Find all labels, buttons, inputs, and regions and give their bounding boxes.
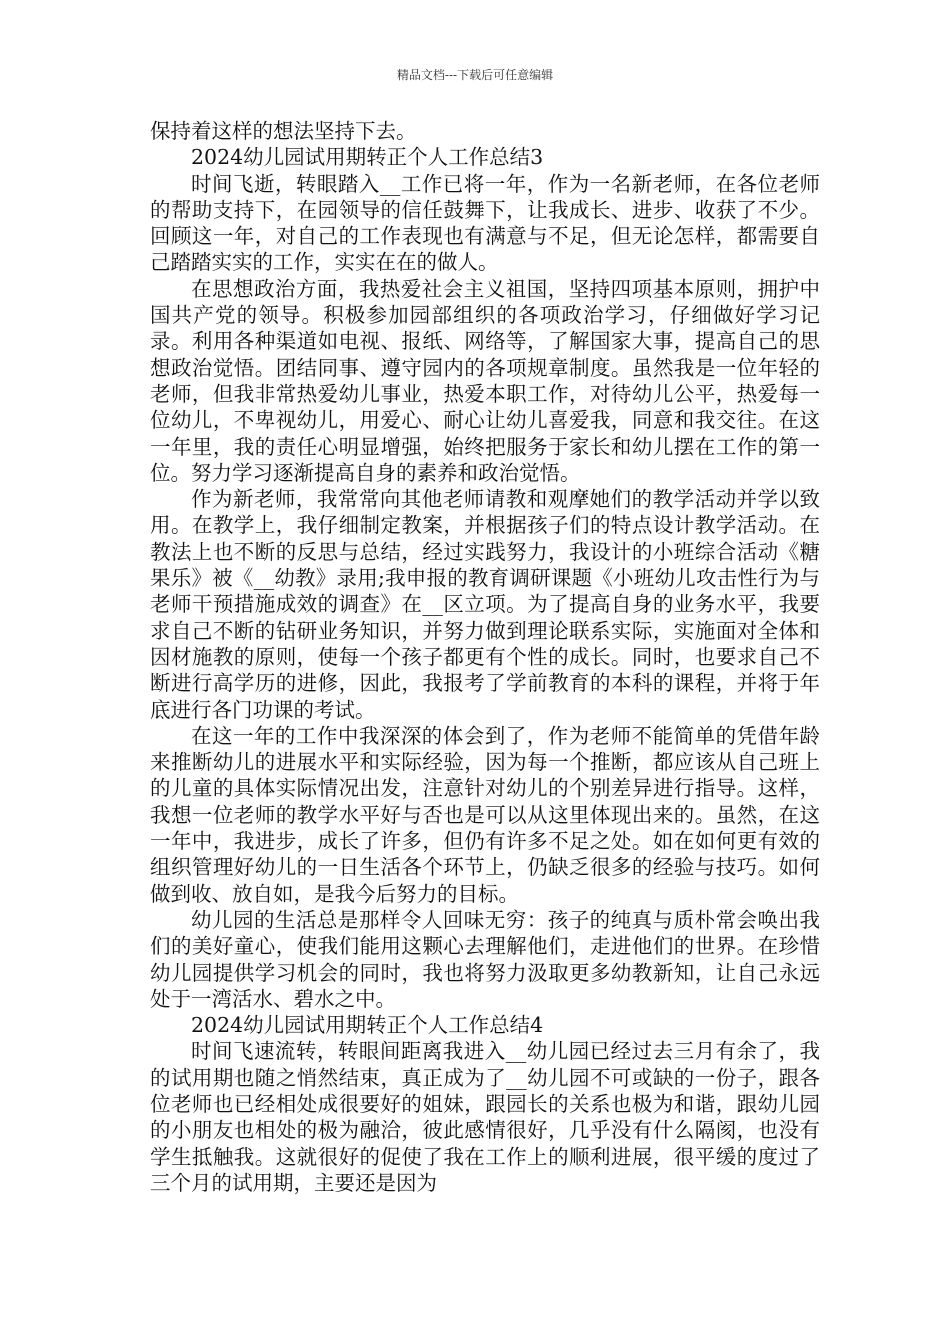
paragraph-1: 保持着这样的想法坚持下去。: [150, 119, 417, 143]
paragraph-3: 在思想政治方面，我热爱社会主义祖国，坚持四项基本原则，拥护中国共产党的领导。积极参加园部组织的各项政治学习，仔细做好学习记录。利用各种渠道如电视、报纸、网络等，了解国家大事，提高自己的思想政治觉悟。团结同事、遵守园内的各项规章制度。虽然我是一位年轻的老师，但我非常热爱幼儿事业，热爱本职工作，对待幼儿公平，热爱每一位幼儿，不卑视幼儿，用爱心、耐心让幼儿喜爱我，同意和我交往。在这一年里，我的责任心明显增强，始终把服务于家长和幼儿摆在工作的第一位。努力学习逐渐提高自身的素养和政治觉悟。: [150, 276, 820, 485]
paragraph-4: 作为新老师，我常常向其他老师请教和观摩她们的教学活动并学以致用。在教学上，我仔细制定教案，并根据孩子们的特点设计教学活动。在教法上也不断的反思与总结，经过实践努力，我设计的小班综合活动《糖果乐》被《__幼教》录用;我申报的教育调研课题《小班幼儿攻击性行为与老师干预措施成效的调查》在__区立项。为了提高自身的业务水平，我要求自己不断的钻研业务知识，并努力做到理论联系实际，实施面对全体和因材施教的原则，使每一个孩子都更有个性的成长。同时，也要求自己不断进行高学历的进修，因此，我报考了学前教育的本科的课程，并将于年底进行各门功课的考试。: [150, 487, 820, 722]
page-header: 精品文档---下载后可任意编辑: [396, 68, 554, 82]
paragraph-7: 时间飞速流转，转眼间距离我进入__幼儿园已经过去三月有余了，我的试用期也随之悄然结束，真正成为了__幼儿园不可或缺的一份子，跟各位老师也已经相处成很要好的姐妹，跟园长的关系也极为和谐，跟幼儿园的小朋友也相处的极为融洽，彼此感情很好，几乎没有什么隔阂，也没有学生抵触我。这就很好的促使了我在工作上的顺利进展，很平缓的度过了三个月的试用期，主要还是因为: [150, 1039, 820, 1195]
paragraph-2: 时间飞逝，转眼踏入__工作已将一年，作为一名新老师，在各位老师的帮助支持下，在园领导的信任鼓舞下，让我成长、进步、收获了不少。回顾这一年，对自己的工作表现也有满意与不足，但无论怎样，都需要自己踏踏实实的工作，实实在在的做人。: [150, 171, 820, 275]
paragraph-5: 在这一年的工作中我深深的体会到了，作为老师不能简单的凭借年龄来推断幼儿的进展水平和实际经验，因为每一个推断，都应该从自己班上的儿童的具体实际情况出发，注意针对幼儿的个别差异进行指导。这样，我想一位老师的教学水平好与否也是可以从这里体现出来的。虽然，在这一年中，我进步，成长了许多，但仍有许多不足之处。如在如何更有效的组织管理好幼儿的一日生活各个环节上，仍缺乏很多的经验与技巧。如何做到收、放自如，是我今后努力的目标。: [150, 723, 820, 906]
section-heading-3: 2024幼儿园试用期转正个人工作总结3: [191, 145, 544, 170]
document-body: [150, 118, 820, 1196]
paragraph-6: 幼儿园的生活总是那样令人回味无穷：孩子的纯真与质朴常会唤出我们的美好童心，使我们能用这颗心去理解他们，走进他们的世界。在珍惜幼儿园提供学习机会的同时，我也将努力汲取更多幼教新知，让自己永远处于一湾活水、碧水之中。: [150, 907, 820, 1011]
section-heading-4: 2024幼儿园试用期转正个人工作总结4: [191, 1013, 544, 1038]
